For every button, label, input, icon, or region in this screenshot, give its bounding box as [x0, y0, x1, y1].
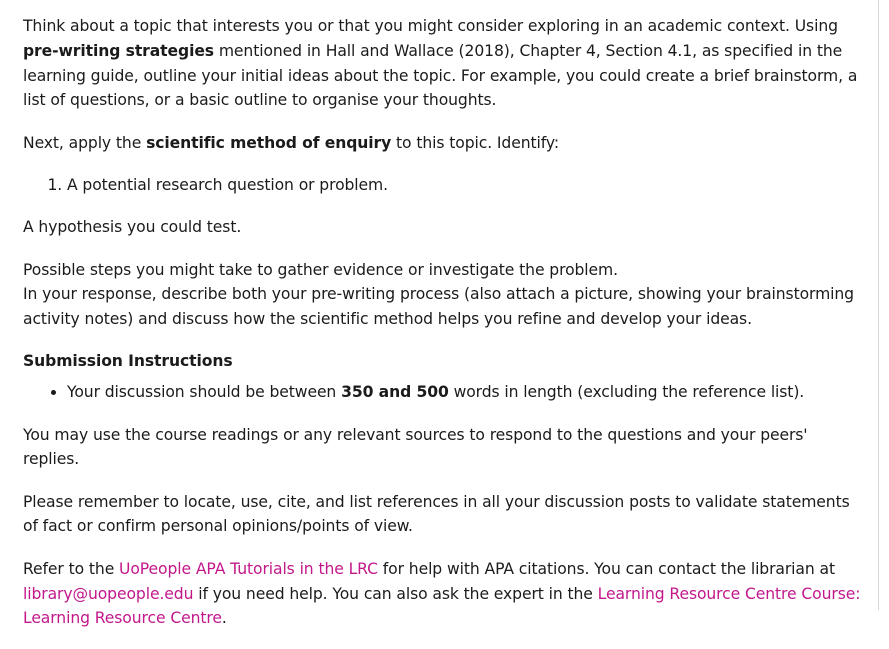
word-count-emphasis: 350 and 500: [341, 383, 449, 402]
learning-resource-centre-link[interactable]: Learning Resource Centre Course: Learning Resource Centre: [23, 584, 861, 628]
intro-paragraph: Think about a topic that interests you or that you might consider exploring in an academic context. Using pre-writing strategies mentioned in Hall and Wallace (2018), Chapter 4, Section 4.1, as specified in the learning guide, outline your initial ideas about the topic. For example, you could create a brief brainstorm, a list of questions, or a basic outline to organise your thoughts.: [23, 17, 858, 110]
identify-list: [23, 173, 868, 198]
submission-list: [23, 380, 868, 405]
steps-paragraph: Possible steps you might take to gather evidence or investigate the problem.: [23, 260, 618, 279]
hypothesis-paragraph: A hypothesis you could test.: [23, 218, 242, 237]
apa-tutorials-link[interactable]: UoPeople APA Tutorials in the LRC: [119, 559, 378, 578]
references-paragraph: Please remember to locate, use, cite, and list references in all your discussion posts to validate statements of fact or confirm personal opinions/points of view.: [23, 492, 850, 536]
scientific-method-paragraph: Next, apply the scientific method of enquiry to this topic. Identify:: [23, 133, 560, 152]
readings-paragraph: You may use the course readings or any relevant sources to respond to the questions and your peers' replies.: [23, 425, 808, 469]
list-item: • Your discussion should be between 350 and 500 words in length (excluding the reference list).: [67, 380, 868, 405]
refer-paragraph: Refer to the UoPeople APA Tutorials in the LRC for help with APA citations. You can contact the librarian at library@uopeople.edu if you need help. You can also ask the expert in the Learning Resource Centre Course: Learning Resource Centre.: [23, 559, 861, 628]
submission-heading: Submission Instructions: [23, 352, 233, 371]
assignment-body: [23, 14, 868, 649]
content-panel-border: [878, 0, 879, 610]
list-item: 1. A potential research question or problem.: [67, 173, 868, 198]
librarian-email-link[interactable]: library@uopeople.edu: [23, 584, 194, 603]
pre-writing-strategies-emphasis: pre-writing strategies: [23, 41, 214, 60]
response-paragraph: In your response, describe both your pre-writing process (also attach a picture, showing your brainstorming activity notes) and discuss how the scientific method helps you refine and develop your ideas.: [23, 285, 854, 329]
scientific-method-emphasis: scientific method of enquiry: [146, 133, 392, 152]
